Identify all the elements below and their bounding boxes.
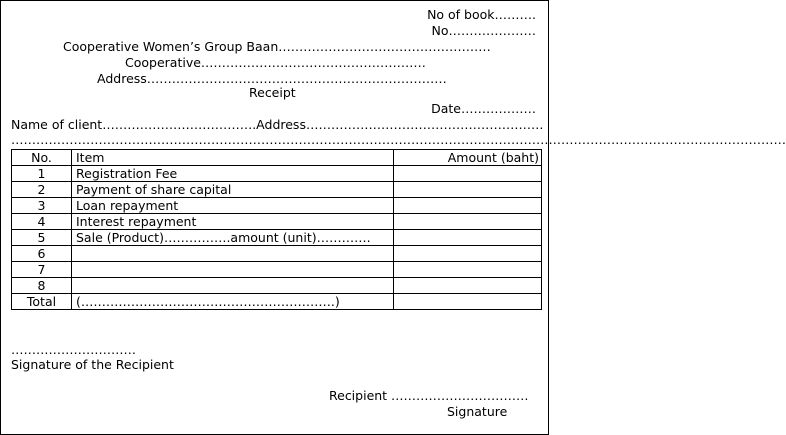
table-row	[12, 166, 542, 182]
page-title: Receipt	[249, 85, 296, 100]
column-header-no: No.	[12, 150, 72, 166]
total-amount	[394, 294, 542, 310]
book-number-field: No of book……….	[427, 7, 536, 22]
table-header-row	[12, 150, 542, 166]
total-value: (…………………………………………………….)	[72, 294, 394, 310]
items-table	[11, 149, 542, 310]
receipt-number-field: No…………………	[431, 23, 536, 38]
column-header-item: Item	[72, 150, 394, 166]
total-label: Total	[12, 294, 72, 310]
table-row	[12, 278, 542, 294]
row-number: 7	[12, 262, 72, 278]
client-name-address-field: Name of client……………………………….Address…………………………………………………	[11, 117, 544, 132]
row-number: 4	[12, 214, 72, 230]
table-row	[12, 230, 542, 246]
row-number: 8	[12, 278, 72, 294]
cooperative-field: Cooperative………………………………………………	[125, 55, 426, 70]
total-row	[12, 294, 542, 310]
row-item	[72, 246, 394, 262]
table-row	[12, 214, 542, 230]
row-item	[72, 262, 394, 278]
row-number: 6	[12, 246, 72, 262]
recipient-signature-label: Signature of the Recipient	[11, 357, 174, 372]
table-row	[12, 246, 542, 262]
row-number: 3	[12, 198, 72, 214]
row-number: 2	[12, 182, 72, 198]
dotted-line: ……………………………………………………………………………………………………………………………………………………………………	[11, 132, 786, 147]
row-amount	[394, 278, 542, 294]
table-row	[12, 198, 542, 214]
row-item: Registration Fee	[72, 166, 394, 182]
recipient-field: Recipient ……………………………	[329, 388, 529, 403]
row-item: Loan repayment	[72, 198, 394, 214]
date-field: Date………………	[431, 101, 536, 116]
row-number: 5	[12, 230, 72, 246]
row-item: Payment of share capital	[72, 182, 394, 198]
column-header-amount: Amount (baht)	[394, 150, 542, 166]
recipient-signature-line: …………………………	[11, 342, 136, 357]
row-item: Interest repayment	[72, 214, 394, 230]
row-amount	[394, 262, 542, 278]
row-amount	[394, 182, 542, 198]
row-amount	[394, 166, 542, 182]
row-number: 1	[12, 166, 72, 182]
row-amount	[394, 246, 542, 262]
signature-label: Signature	[447, 404, 508, 419]
row-item: Sale (Product)…………….amount (unit)………….	[72, 230, 394, 246]
table-row	[12, 182, 542, 198]
address-field: Address………………………………………………………………	[97, 71, 447, 86]
row-amount	[394, 198, 542, 214]
table-row	[12, 262, 542, 278]
group-name-field: Cooperative Women’s Group Baan……………………………………………	[63, 39, 491, 54]
row-item	[72, 278, 394, 294]
row-amount	[394, 230, 542, 246]
row-amount	[394, 214, 542, 230]
